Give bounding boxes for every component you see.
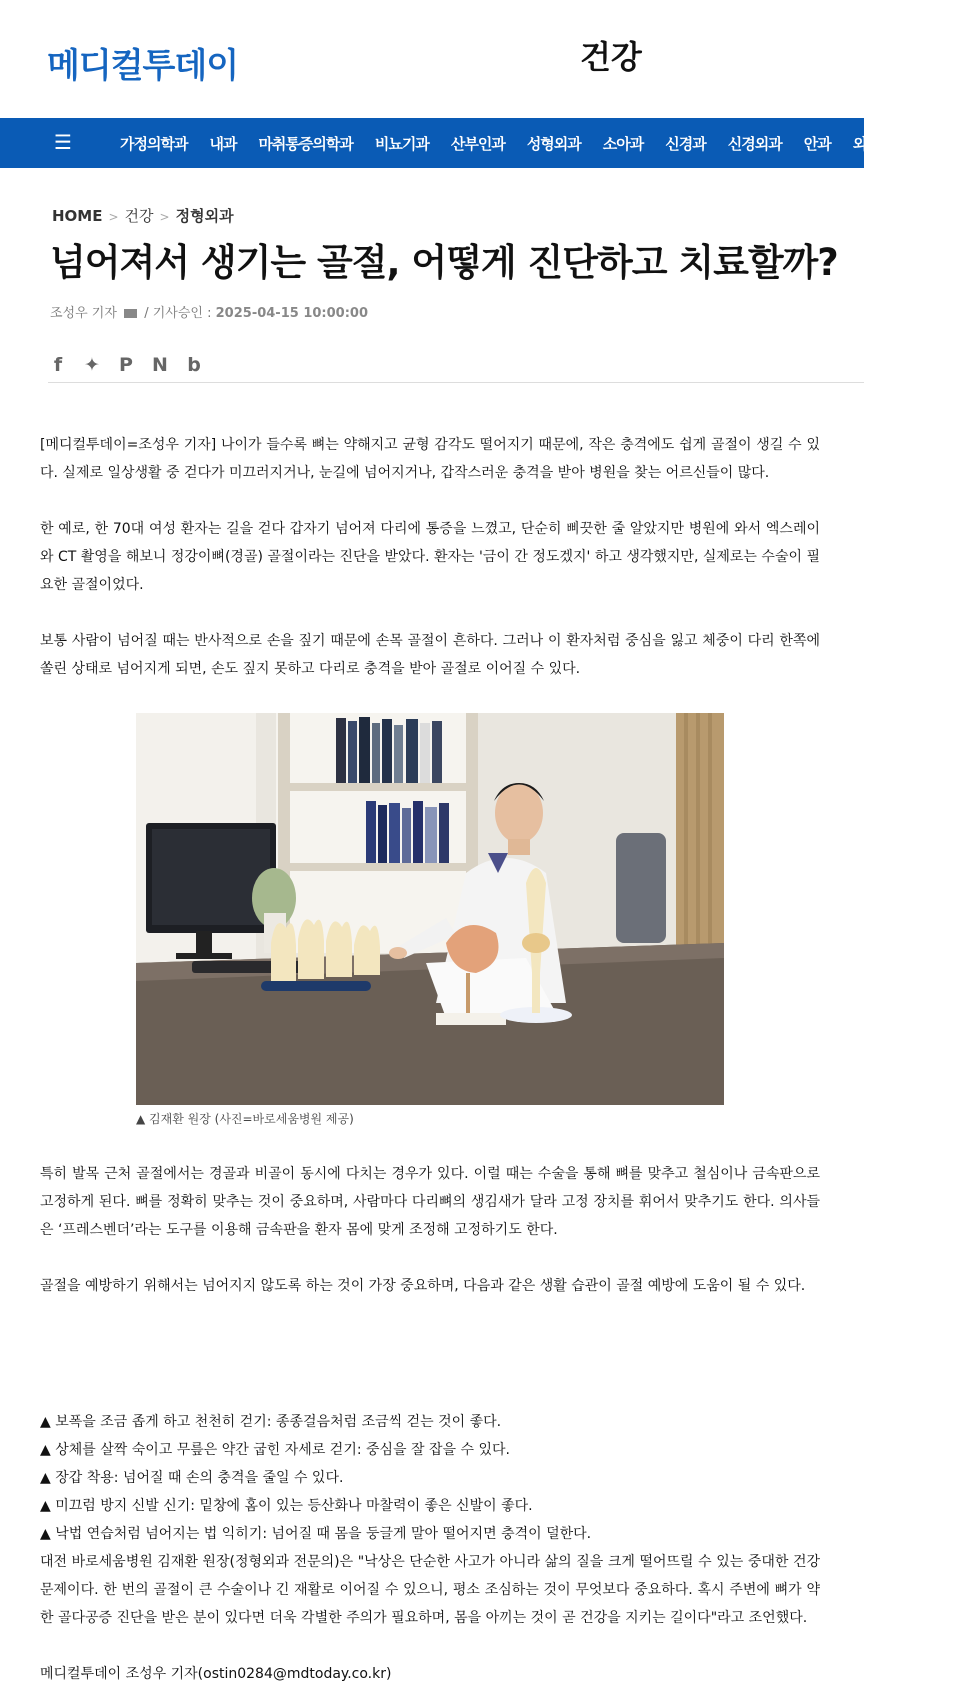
article-paragraph: [메디컬투데이=조성우 기자] 나이가 들수록 뼈는 약해지고 균형 감각도 떨어지기 때문에, 작은 충격에도 쉽게 골절이 생길 수 있다. 실제로 일상생활 중 걷다가 미끄러지거나, 눈길에 넘어지거나, 갑작스러운 충격을 받아 병원을 찾는 어르신들이 많다. xyxy=(40,437,820,481)
divider xyxy=(48,382,864,383)
article-paragraph: 한 예로, 한 70대 여성 환자는 길을 걷다 갑자기 넘어져 다리에 통증을 느꼈고, 단순히 삐끗한 줄 알았지만 병원에 와서 엑스레이와 CT 촬영을 해보니 정강이뼈(경골) 골절이라는 진단을 받았다. 환자는 '금이 간 정도겠지' 하고 생각했지만, 실제로는 수술이 필요한 골절이었다. xyxy=(40,521,820,593)
nav-item[interactable]: 소아과 xyxy=(602,134,644,153)
breadcrumb-section[interactable]: 건강 xyxy=(124,207,154,225)
article-headline: 넘어져서 생기는 골절, 어떻게 진단하고 치료할까? xyxy=(50,241,838,284)
naver-icon[interactable]: N xyxy=(152,354,168,376)
nav-item[interactable]: 내과 xyxy=(209,134,237,153)
share-bar xyxy=(48,354,204,376)
approval-date: 2025-04-15 10:00:00 xyxy=(215,306,368,321)
hamburger-menu-icon[interactable]: ☰ xyxy=(54,130,72,154)
nav-item[interactable]: 이비인 xyxy=(901,134,943,153)
list-item: ▲ 낙법 연습처럼 넘어지는 법 익히기: 넘어질 때 몸을 둥글게 말아 떨어지면 충격이 덜한다. xyxy=(40,1526,592,1542)
list-item: ▲ 미끄럼 방지 신발 신기: 밑창에 홈이 있는 등산화나 마찰력이 좋은 신발이 좋다. xyxy=(40,1498,533,1514)
section-title: 건강 xyxy=(580,38,642,76)
breadcrumb xyxy=(52,205,234,226)
nav-items xyxy=(120,118,964,168)
breadcrumb-separator: > xyxy=(108,210,119,224)
article-paragraph: 보통 사람이 넘어질 때는 반사적으로 손을 짚기 때문에 손목 골절이 흔하다. 그러나 이 환자처럼 중심을 잃고 체중이 다리 한쪽에 쏠린 상태로 넘어지게 되면, 손도 짚지 못하고 다리로 충격을 받아 골절로 이어질 수 있다. xyxy=(40,633,820,677)
article-closing: 대전 바로세움병원 김재환 원장(정형외과 전문의)은 "낙상은 단순한 사고가 아니라 삶의 질을 크게 떨어뜨릴 수 있는 중대한 건강 문제이다. 한 번의 골절이 큰 수술이나 긴 재활로 이어질 수 있으니, 평소 조심하는 것이 무엇보다 중요하다. 혹시 주변에 뼈가 약한 골다공증 진단을 받은 분이 있다면 더욱 각별한 주의가 필요하며, 몸을 아끼는 것이 곧 건강을 지키는 길이다"라고 조언했다. xyxy=(40,1554,820,1626)
article-paragraph: 골절을 예방하기 위해서는 넘어지지 않도록 하는 것이 가장 중요하며, 다음과 같은 생활 습관이 골절 예방에 도움이 될 수 있다. xyxy=(40,1278,806,1294)
reporter-signature: 메디컬투데이 조성우 기자(ostin0284@mdtoday.co.kr) xyxy=(40,1666,392,1682)
article-paragraph: 특히 발목 근처 골절에서는 경골과 비골이 동시에 다치는 경우가 있다. 이럴 때는 수술을 통해 뼈를 맞추고 철심이나 금속판으로 고정하게 된다. 뼈를 정확히 맞추는 것이 중요하며, 사람마다 다리뼈의 생김새가 달라 고정 장치를 휘어서 맞추기도 한다. 의사들은 ‘프레스벤더’라는 도구를 이용해 금속판을 환자 몸에 맞게 조정해 고정하기도 한다. xyxy=(40,1166,820,1238)
nav-item[interactable]: 안과 xyxy=(803,134,831,153)
nav-item[interactable]: 산부인과 xyxy=(450,134,505,153)
breadcrumb-current[interactable]: 정형외과 xyxy=(175,207,234,225)
nav-item[interactable]: 마취통증의학과 xyxy=(258,134,353,153)
byline-separator: / xyxy=(144,306,149,321)
approval-label: 기사승인 : xyxy=(152,306,212,321)
byline xyxy=(50,302,368,321)
breadcrumb-separator: > xyxy=(159,210,170,224)
prevention-tips-list xyxy=(40,1408,820,1688)
article-photo xyxy=(136,713,724,1105)
list-item: ▲ 장갑 착용: 넘어질 때 손의 충격을 줄일 수 있다. xyxy=(40,1470,344,1486)
photo-caption: ▲ 김재환 원장 (사진=바로세움병원 제공) xyxy=(136,1112,354,1126)
nav-item[interactable]: 신경외과 xyxy=(727,134,782,153)
doctor-photo-illustration xyxy=(136,713,724,1105)
category-nav xyxy=(0,118,943,168)
site-logo[interactable]: 메디컬투데이 xyxy=(47,46,239,86)
reporter-name: 조성우 기자 xyxy=(50,306,117,321)
site-header xyxy=(0,0,864,118)
pinterest-icon[interactable]: P xyxy=(119,354,133,376)
band-icon[interactable]: b xyxy=(187,354,201,376)
list-item: ▲ 상체를 살짝 숙이고 무릎은 약간 굽힌 자세로 걷기: 중심을 잘 잡을 수 있다. xyxy=(40,1442,510,1458)
nav-item[interactable]: 신경과 xyxy=(665,134,706,153)
nav-item[interactable]: 외과 xyxy=(852,134,880,153)
article-body-middle xyxy=(40,1160,820,1300)
breadcrumb-home[interactable]: HOME xyxy=(52,207,103,225)
facebook-icon[interactable]: f xyxy=(53,354,63,376)
mail-icon[interactable] xyxy=(124,309,137,318)
twitter-icon[interactable]: ✦ xyxy=(84,354,100,376)
article-body-top xyxy=(40,431,820,683)
nav-item[interactable]: 가정의학과 xyxy=(120,134,188,153)
list-item: ▲ 보폭을 조금 좁게 하고 천천히 걷기: 종종걸음처럼 조금씩 걷는 것이 좋다. xyxy=(40,1414,502,1430)
nav-item[interactable]: 성형외과 xyxy=(526,134,581,153)
nav-item[interactable]: 비뇨기과 xyxy=(374,134,429,153)
